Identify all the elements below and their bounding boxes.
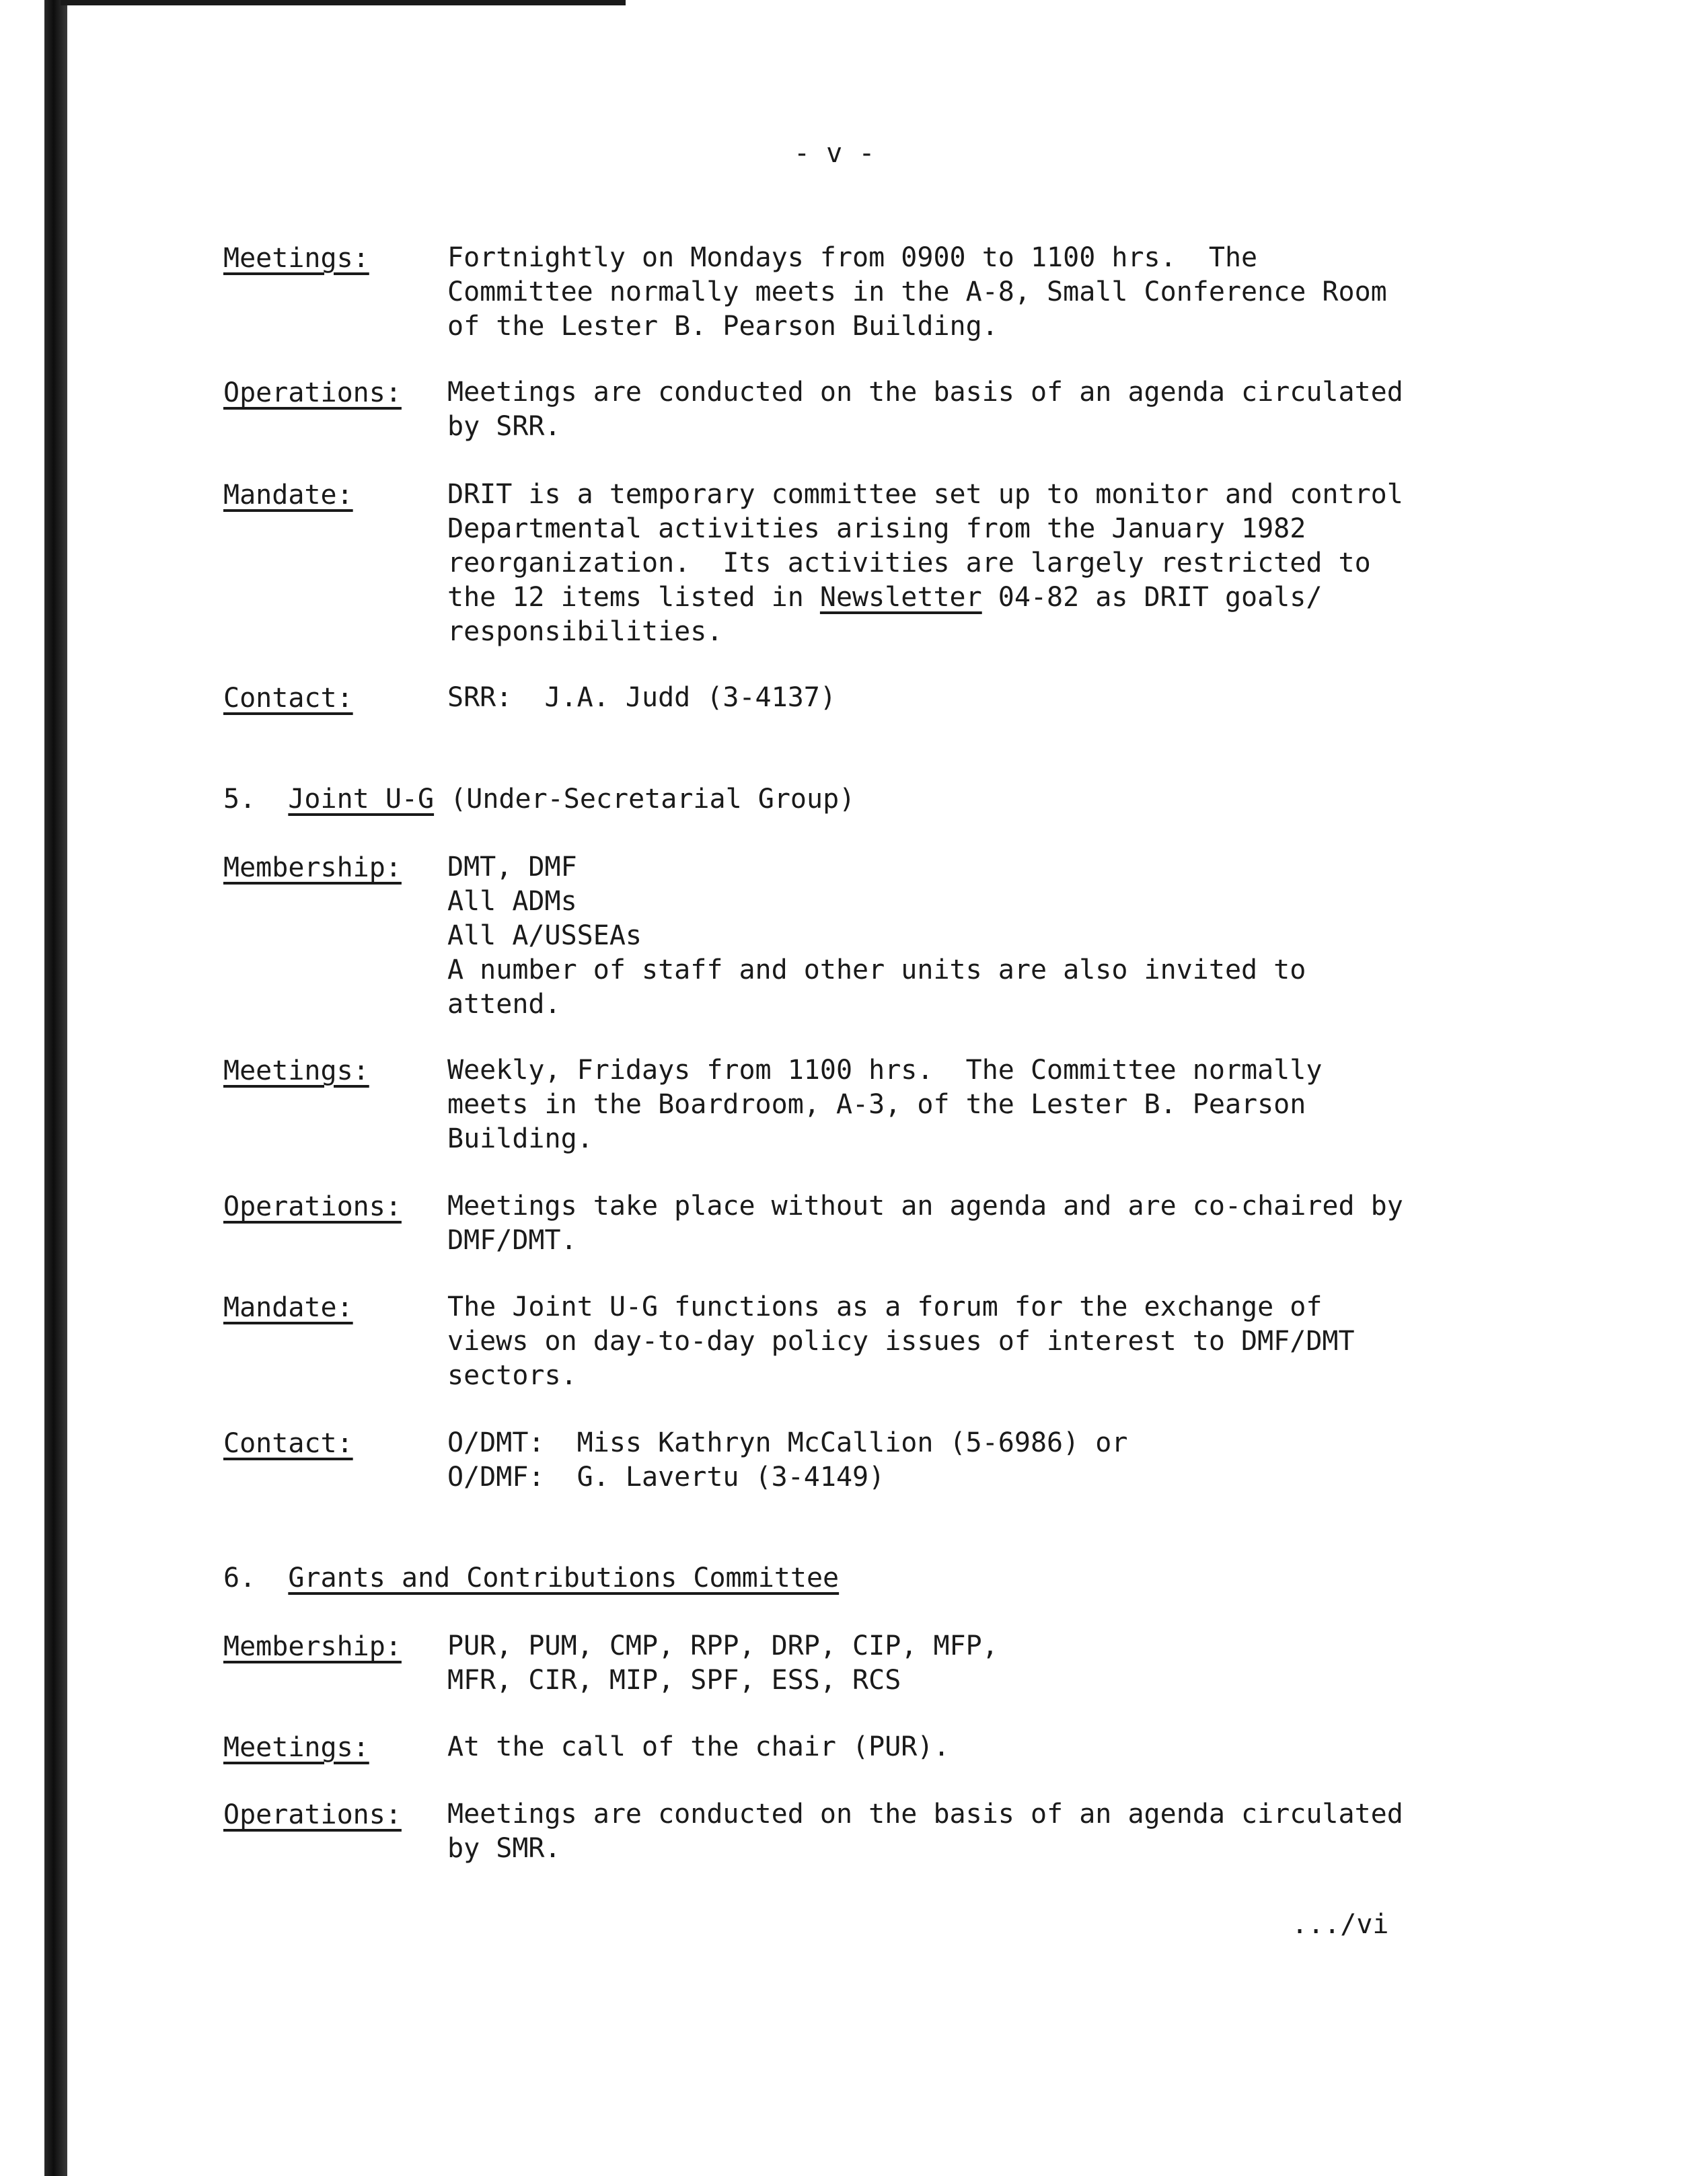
label-contact: Contact: <box>223 1428 353 1459</box>
top-rule <box>61 0 626 5</box>
section-6-heading: 6. Grants and Contributions Committee <box>223 1563 840 1593</box>
operations-text: Meetings take place without an agenda and are co-chaired by DMF/DMT. <box>447 1191 1403 1256</box>
page-number: - v - <box>794 138 875 169</box>
label-meetings: Meetings: <box>223 1055 369 1086</box>
operations-text: Meetings are conducted on the basis of an agenda circulated by SMR. <box>447 1799 1403 1864</box>
label-meetings: Meetings: <box>223 243 369 274</box>
mandate-text: DRIT is a temporary committee set up to monitor and control Departmental activities arising from the January 1982 reorganization. Its activities are largely restricted to the 12 items listed in Newsletter 04-82 as DRIT goals/ responsibilities. <box>447 479 1403 647</box>
contact-text: SRR: J.A. Judd (3-4137) <box>447 682 836 713</box>
meetings-text: Fortnightly on Mondays from 0900 to 1100 hrs. The Committee normally meets in the A-8, Small Conference Room of the Lester B. Pearson Building. <box>447 242 1387 342</box>
label-operations: Operations: <box>223 1191 402 1222</box>
meetings-text: At the call of the chair (PUR). <box>447 1731 950 1762</box>
label-membership: Membership: <box>223 852 402 883</box>
binding-edge <box>44 0 67 2176</box>
mandate-text: The Joint U-G functions as a forum for the exchange of views on day-to-day policy issues of interest to DMF/DMT sectors. <box>447 1291 1355 1391</box>
section-5-heading: 5. Joint U-G (Under-Secretarial Group) <box>223 784 856 815</box>
membership-text: DMT, DMF All ADMs All A/USSEAs A number of staff and other units are also invited to attend. <box>447 852 1306 1020</box>
label-mandate: Mandate: <box>223 480 353 511</box>
label-mandate: Mandate: <box>223 1292 353 1323</box>
membership-text: PUR, PUM, CMP, RPP, DRP, CIP, MFP, MFR, CIR, MIP, SPF, ESS, RCS <box>447 1630 998 1696</box>
contact-text: O/DMT: Miss Kathryn McCallion (5-6986) or O/DMF: G. Lavertu (3-4149) <box>447 1427 1128 1493</box>
label-meetings: Meetings: <box>223 1732 369 1763</box>
label-contact: Contact: <box>223 683 353 714</box>
operations-text: Meetings are conducted on the basis of an agenda circulated by SRR. <box>447 377 1403 442</box>
label-membership: Membership: <box>223 1631 402 1662</box>
newsletter-reference: Newsletter <box>819 582 982 613</box>
label-operations: Operations: <box>223 377 402 408</box>
continuation-marker: .../vi <box>1292 1909 1389 1940</box>
meetings-text: Weekly, Fridays from 1100 hrs. The Committee normally meets in the Boardroom, A-3, of the Lester B. Pearson Building. <box>447 1055 1323 1154</box>
label-operations: Operations: <box>223 1799 402 1830</box>
